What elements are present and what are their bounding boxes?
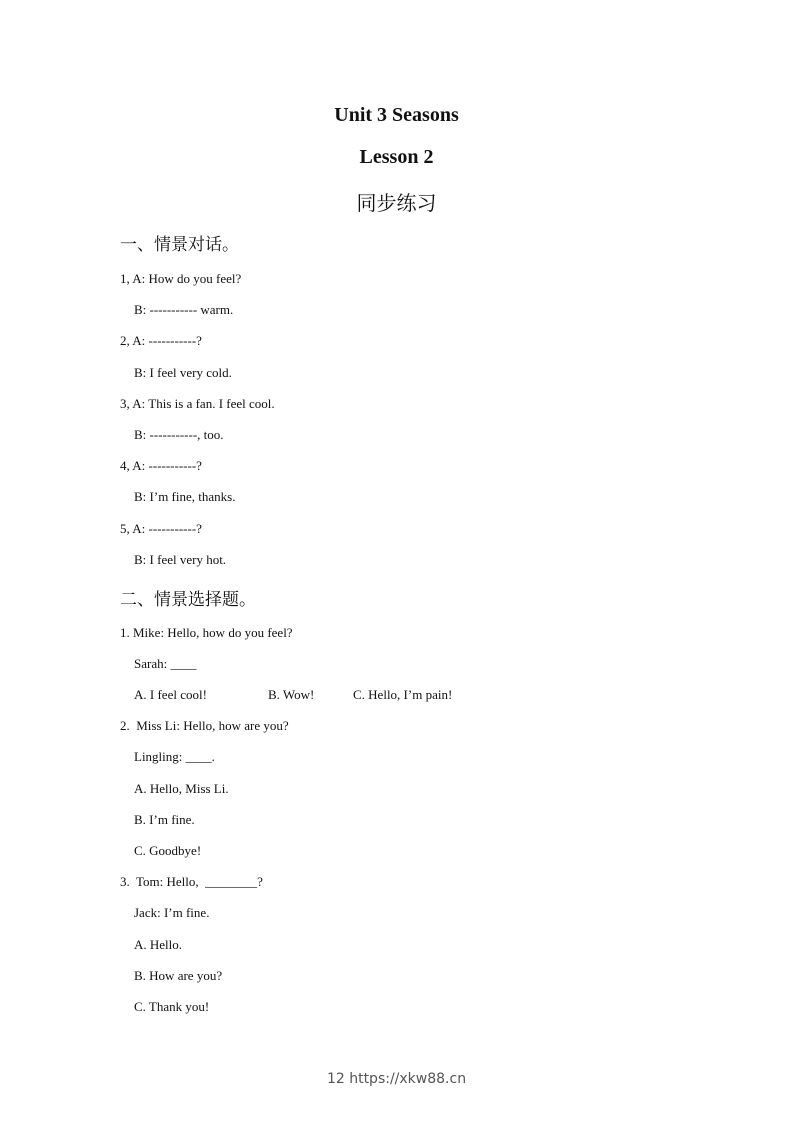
question-2-option-c: C. Goodbye!: [134, 843, 202, 858]
question-3-response: Jack: I’m fine.: [134, 905, 210, 920]
question-2-option-b: B. I’m fine.: [134, 812, 195, 827]
dialogue-4-a: 4, A: -----------?: [120, 458, 202, 473]
dialogue-1-b: B: ----------- warm.: [134, 302, 234, 317]
dialogue-1-a: 1, A: How do you feel?: [120, 271, 242, 286]
question-1-option-a: A. I feel cool!: [134, 687, 207, 702]
question-2-response: Lingling: ____.: [134, 749, 215, 764]
dialogue-2-a: 2, A: -----------?: [120, 333, 202, 348]
section-2-heading: 二、情景选择题。: [120, 590, 256, 610]
dialogue-5-b: B: I feel very hot.: [134, 552, 227, 567]
dialogue-3-b: B: -----------, too.: [134, 427, 224, 442]
document-title: Unit 3 Seasons: [334, 104, 459, 126]
question-1-response: Sarah: ____: [134, 656, 197, 671]
question-1-option-b: B. Wow!: [268, 687, 315, 702]
question-1: 1. Mike: Hello, how do you feel?: [120, 625, 293, 640]
exercise-subtitle: 同步练习: [356, 191, 437, 215]
dialogue-4-b: B: I’m fine, thanks.: [134, 489, 236, 504]
lesson-title: Lesson 2: [359, 146, 434, 168]
question-3: 3. Tom: Hello, ________?: [120, 874, 263, 889]
question-3-option-c: C. Thank you!: [134, 999, 210, 1014]
question-1-option-c: C. Hello, I’m pain!: [353, 687, 453, 702]
dialogue-2-b: B: I feel very cold.: [134, 365, 232, 380]
dialogue-3-a: 3, A: This is a fan. I feel cool.: [120, 396, 275, 411]
question-2-option-a: A. Hello, Miss Li.: [134, 781, 229, 796]
section-1-heading: 一、情景对话。: [120, 235, 239, 255]
page-footer: 12 https://xkw88.cn: [326, 1071, 467, 1087]
question-2: 2. Miss Li: Hello, how are you?: [120, 718, 289, 733]
dialogue-5-a: 5, A: -----------?: [120, 521, 202, 536]
question-3-option-b: B. How are you?: [134, 968, 223, 983]
question-3-option-a: A. Hello.: [134, 937, 183, 952]
